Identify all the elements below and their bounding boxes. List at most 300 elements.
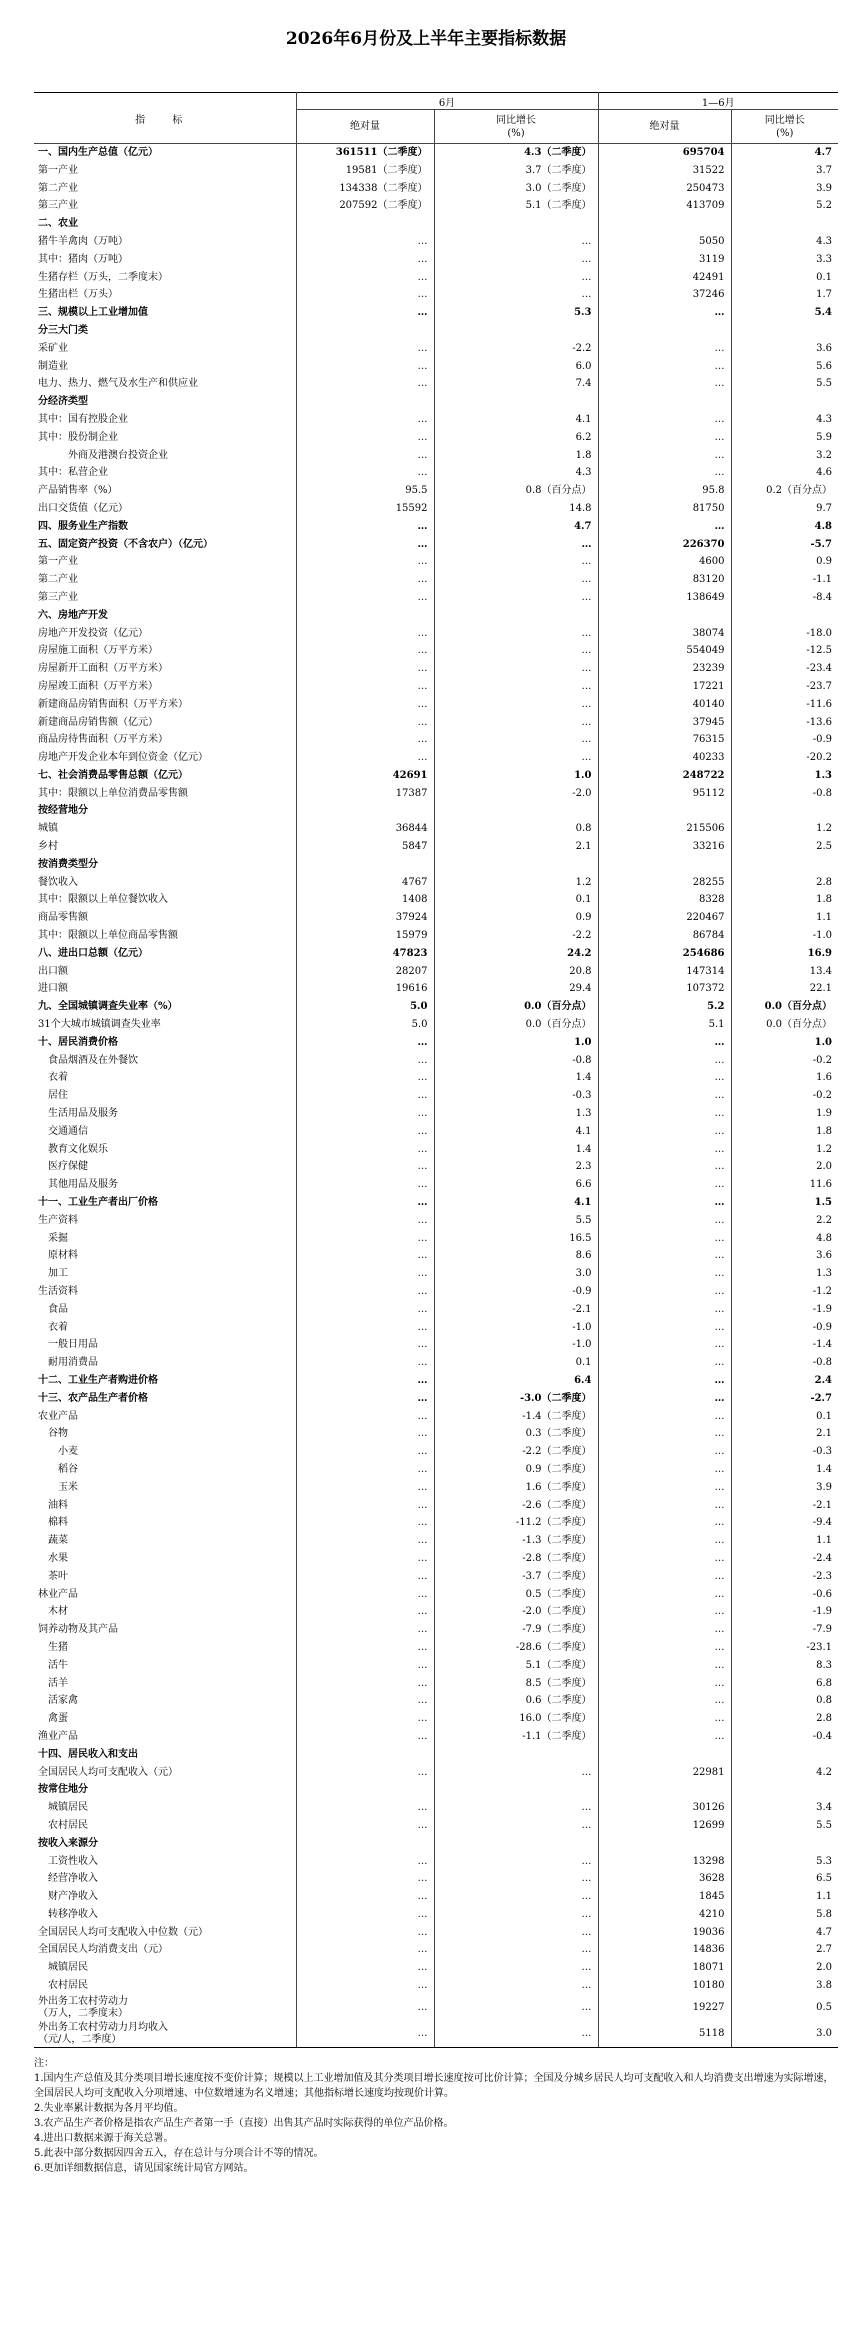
month-yoy: -1.4（二季度） bbox=[434, 1408, 598, 1426]
half-abs: … bbox=[598, 1247, 731, 1265]
header-month: 6月 bbox=[296, 93, 598, 110]
half-abs: … bbox=[598, 1621, 731, 1639]
row-label: 分经济类型 bbox=[34, 393, 296, 411]
table-row bbox=[34, 322, 838, 340]
month-abs: 4767 bbox=[296, 874, 434, 892]
half-abs bbox=[598, 607, 731, 625]
table-row bbox=[34, 1586, 838, 1604]
table-row bbox=[34, 233, 838, 251]
month-abs: … bbox=[296, 340, 434, 358]
month-abs: … bbox=[296, 1265, 434, 1283]
half-abs: 31522 bbox=[598, 162, 731, 180]
row-label: 活羊 bbox=[34, 1675, 296, 1693]
footnote: 6.更加详细数据信息，请见国家统计局官方网站。 bbox=[34, 2162, 254, 2174]
month-abs: 1408 bbox=[296, 891, 434, 909]
row-label: 稻谷 bbox=[34, 1461, 296, 1479]
half-abs: 86784 bbox=[598, 927, 731, 945]
row-label: 其中：国有控股企业 bbox=[34, 411, 296, 429]
half-abs: … bbox=[598, 1639, 731, 1657]
table-row bbox=[34, 1924, 838, 1942]
month-abs bbox=[296, 215, 434, 233]
row-label: 医疗保健 bbox=[34, 1158, 296, 1176]
month-yoy: 1.6（二季度） bbox=[434, 1479, 598, 1497]
half-yoy: 5.5 bbox=[816, 1819, 833, 1831]
month-abs: … bbox=[296, 1995, 434, 2021]
month-yoy: 5.5 bbox=[434, 1212, 598, 1230]
half-yoy: 0.1 bbox=[816, 1410, 833, 1422]
half-yoy: -7.9 bbox=[812, 1624, 833, 1636]
month-yoy: 0.0（百分点） bbox=[434, 998, 598, 1016]
month-yoy: 0.6（二季度） bbox=[434, 1692, 598, 1710]
table-row bbox=[34, 1497, 838, 1515]
table-row bbox=[34, 607, 838, 625]
table-row bbox=[34, 1941, 838, 1959]
row-label: 饲养动物及其产品 bbox=[34, 1621, 296, 1639]
half-abs: … bbox=[598, 1657, 731, 1675]
half-abs: … bbox=[598, 1319, 731, 1337]
half-yoy: 4.3 bbox=[816, 413, 833, 425]
row-label: 农村居民 bbox=[34, 1977, 296, 1995]
header-month-yoy: 同比增长 (%) bbox=[434, 110, 598, 144]
half-abs: 33216 bbox=[598, 838, 731, 856]
half-yoy: -23.7 bbox=[806, 680, 833, 692]
row-label: 分三大门类 bbox=[34, 322, 296, 340]
half-yoy: -5.7 bbox=[810, 538, 833, 550]
month-abs: … bbox=[296, 1034, 434, 1052]
half-abs bbox=[598, 802, 731, 820]
table-row bbox=[34, 1212, 838, 1230]
month-abs: … bbox=[296, 625, 434, 643]
half-yoy: 1.9 bbox=[816, 1108, 833, 1120]
half-yoy: 0.5 bbox=[816, 2001, 833, 2013]
row-label: 加工 bbox=[34, 1265, 296, 1283]
month-yoy: … bbox=[434, 1799, 598, 1817]
month-abs bbox=[296, 322, 434, 340]
half-abs: … bbox=[598, 1497, 731, 1515]
month-yoy: … bbox=[434, 660, 598, 678]
half-yoy: -2.4 bbox=[812, 1552, 833, 1564]
table-row bbox=[34, 2021, 838, 2048]
half-abs: … bbox=[598, 340, 731, 358]
row-label: 衣着 bbox=[34, 1319, 296, 1337]
half-abs: … bbox=[598, 411, 731, 429]
table-row bbox=[34, 1995, 838, 2021]
row-label: 交通通信 bbox=[34, 1123, 296, 1141]
month-yoy: -2.2（二季度） bbox=[434, 1443, 598, 1461]
row-label: 房屋施工面积（万平方米） bbox=[34, 642, 296, 660]
row-label: 三、规模以上工业增加值 bbox=[34, 304, 296, 322]
table-row bbox=[34, 1069, 838, 1087]
month-yoy: -0.8 bbox=[434, 1052, 598, 1070]
month-abs: 5.0 bbox=[296, 998, 434, 1016]
half-abs: 4600 bbox=[598, 553, 731, 571]
month-yoy: 1.0 bbox=[434, 767, 598, 785]
half-yoy: 1.1 bbox=[816, 912, 833, 924]
table-row bbox=[34, 1870, 838, 1888]
month-yoy: -28.6（二季度） bbox=[434, 1639, 598, 1657]
half-yoy: 1.8 bbox=[816, 894, 833, 906]
month-abs: … bbox=[296, 678, 434, 696]
half-abs: 14836 bbox=[598, 1941, 731, 1959]
half-abs: 3628 bbox=[598, 1870, 731, 1888]
row-label: 其中：私营企业 bbox=[34, 464, 296, 482]
month-yoy bbox=[434, 1746, 598, 1764]
table-row bbox=[34, 1158, 838, 1176]
month-yoy: -2.8（二季度） bbox=[434, 1550, 598, 1568]
month-yoy: … bbox=[434, 589, 598, 607]
month-yoy: … bbox=[434, 1888, 598, 1906]
table-row bbox=[34, 536, 838, 554]
month-yoy: -2.0（二季度） bbox=[434, 1603, 598, 1621]
half-abs: … bbox=[598, 1265, 731, 1283]
half-abs: 28255 bbox=[598, 874, 731, 892]
table-row bbox=[34, 1532, 838, 1550]
month-abs: … bbox=[296, 1443, 434, 1461]
half-abs: … bbox=[598, 464, 731, 482]
month-yoy: … bbox=[434, 625, 598, 643]
half-yoy: 2.0 bbox=[816, 1962, 833, 1974]
half-abs: 95.8 bbox=[598, 482, 731, 500]
month-yoy: … bbox=[434, 749, 598, 767]
month-yoy: … bbox=[434, 678, 598, 696]
month-abs: … bbox=[296, 1425, 434, 1443]
row-label: 制造业 bbox=[34, 358, 296, 376]
row-label: 二、农业 bbox=[34, 215, 296, 233]
half-yoy: 4.8 bbox=[816, 1232, 833, 1244]
row-label: 房屋新开工面积（万平方米） bbox=[34, 660, 296, 678]
table-row bbox=[34, 375, 838, 393]
half-abs: 220467 bbox=[598, 909, 731, 927]
footnote: 1.国内生产总值及其分类项目增长速度按不变价计算；规模以上工业增加值及其分类项目增长速度按可比价计算；全国及分城乡居民人均可支配收入和人均消费支出增速为实际增速，全国居民人均可支配收入分项增速、中位数增速为名义增速；其他指标增长速度均按现价计算。 bbox=[34, 2072, 834, 2099]
table-row bbox=[34, 358, 838, 376]
table-row bbox=[34, 856, 838, 874]
month-abs: … bbox=[296, 1657, 434, 1675]
half-abs: 37246 bbox=[598, 286, 731, 304]
month-yoy: … bbox=[434, 1995, 598, 2021]
half-abs: 18071 bbox=[598, 1959, 731, 1977]
half-yoy: 13.4 bbox=[809, 965, 833, 977]
month-yoy: 4.3（二季度） bbox=[434, 144, 598, 162]
half-yoy: -2.3 bbox=[812, 1570, 833, 1582]
half-yoy: 3.4 bbox=[816, 1802, 833, 1814]
table-row bbox=[34, 269, 838, 287]
row-label: 第三产业 bbox=[34, 197, 296, 215]
half-yoy: -1.1 bbox=[812, 574, 833, 586]
month-yoy bbox=[434, 322, 598, 340]
half-yoy: 5.9 bbox=[816, 431, 833, 443]
month-yoy: 0.3（二季度） bbox=[434, 1425, 598, 1443]
row-label: 其中：限额以上单位餐饮收入 bbox=[34, 891, 296, 909]
month-yoy: -2.2 bbox=[434, 927, 598, 945]
half-abs: … bbox=[598, 1176, 731, 1194]
row-label: 衣着 bbox=[34, 1069, 296, 1087]
row-label: 进口额 bbox=[34, 980, 296, 998]
row-label: 新建商品房销售面积（万平方米） bbox=[34, 696, 296, 714]
month-yoy: … bbox=[434, 571, 598, 589]
half-yoy: -0.8 bbox=[812, 787, 833, 799]
table-row bbox=[34, 1087, 838, 1105]
half-yoy: -0.2 bbox=[812, 1054, 833, 1066]
half-yoy: 16.9 bbox=[807, 947, 833, 959]
half-yoy: 4.8 bbox=[814, 520, 833, 532]
half-yoy: 3.9 bbox=[816, 182, 833, 194]
month-yoy: -1.0 bbox=[434, 1319, 598, 1337]
month-yoy: … bbox=[434, 1924, 598, 1942]
half-yoy: 2.1 bbox=[816, 1428, 833, 1440]
month-yoy: -2.2 bbox=[434, 340, 598, 358]
half-yoy bbox=[731, 1746, 838, 1764]
half-yoy: 3.0 bbox=[731, 2021, 838, 2048]
table-row bbox=[34, 1408, 838, 1426]
half-abs: 5050 bbox=[598, 233, 731, 251]
half-abs: 81750 bbox=[598, 500, 731, 518]
month-yoy: -2.1 bbox=[434, 1301, 598, 1319]
month-abs: … bbox=[296, 1906, 434, 1924]
month-yoy: 0.5（二季度） bbox=[434, 1586, 598, 1604]
table-row bbox=[34, 1016, 838, 1034]
half-yoy: 5.2 bbox=[816, 200, 833, 212]
month-yoy: -0.3 bbox=[434, 1087, 598, 1105]
half-yoy: -0.9 bbox=[812, 1321, 833, 1333]
half-abs: … bbox=[598, 304, 731, 322]
table-row bbox=[34, 1550, 838, 1568]
month-yoy bbox=[434, 1781, 598, 1799]
row-label: 七、社会消费品零售总额（亿元） bbox=[34, 767, 296, 785]
half-yoy: -1.9 bbox=[812, 1303, 833, 1315]
half-abs: … bbox=[598, 1568, 731, 1586]
table-row bbox=[34, 1746, 838, 1764]
half-abs: … bbox=[598, 1603, 731, 1621]
month-abs: … bbox=[296, 1390, 434, 1408]
half-abs: … bbox=[598, 1675, 731, 1693]
table-row bbox=[34, 144, 838, 162]
half-abs: … bbox=[598, 1158, 731, 1176]
month-yoy bbox=[434, 802, 598, 820]
half-yoy: 1.1 bbox=[816, 1891, 833, 1903]
row-label: 房地产开发企业本年到位资金（亿元） bbox=[34, 749, 296, 767]
month-abs: … bbox=[296, 464, 434, 482]
half-abs: … bbox=[598, 1514, 731, 1532]
month-abs: 17387 bbox=[296, 785, 434, 803]
row-label: 电力、热力、燃气及水生产和供应业 bbox=[34, 375, 296, 393]
month-abs: … bbox=[296, 1532, 434, 1550]
month-abs: … bbox=[296, 1087, 434, 1105]
row-label: 外商及港澳台投资企业 bbox=[34, 447, 296, 465]
half-abs: … bbox=[598, 1087, 731, 1105]
month-yoy: -3.7（二季度） bbox=[434, 1568, 598, 1586]
row-label: 茶叶 bbox=[34, 1568, 296, 1586]
table-row bbox=[34, 1230, 838, 1248]
half-yoy: -0.6 bbox=[812, 1588, 833, 1600]
half-abs: … bbox=[598, 1408, 731, 1426]
table-row bbox=[34, 1105, 838, 1123]
half-yoy: 2.5 bbox=[816, 841, 833, 853]
half-yoy: -1.2 bbox=[812, 1286, 833, 1297]
half-yoy: 4.3 bbox=[816, 235, 833, 247]
month-abs: … bbox=[296, 1941, 434, 1959]
row-label: 第一产业 bbox=[34, 162, 296, 180]
month-abs: … bbox=[296, 375, 434, 393]
row-label: 生猪存栏（万头，二季度末） bbox=[34, 269, 296, 287]
table-row bbox=[34, 696, 838, 714]
table-row bbox=[34, 1888, 838, 1906]
month-abs: … bbox=[296, 1194, 434, 1212]
half-yoy: -23.4 bbox=[806, 663, 833, 675]
table-row bbox=[34, 1781, 838, 1799]
half-yoy: 1.8 bbox=[816, 1125, 833, 1137]
table-row bbox=[34, 980, 838, 998]
row-label: 居住 bbox=[34, 1087, 296, 1105]
half-abs: … bbox=[598, 1692, 731, 1710]
table-row bbox=[34, 749, 838, 767]
half-yoy bbox=[731, 607, 838, 625]
row-label: 油料 bbox=[34, 1497, 296, 1515]
month-abs: … bbox=[296, 749, 434, 767]
table-row bbox=[34, 1621, 838, 1639]
half-yoy: 1.4 bbox=[816, 1463, 833, 1475]
row-label: 按消费类型分 bbox=[34, 856, 296, 874]
half-yoy: 2.8 bbox=[816, 876, 833, 888]
month-abs: … bbox=[296, 1764, 434, 1782]
half-abs bbox=[598, 322, 731, 340]
month-abs: … bbox=[296, 1176, 434, 1194]
half-abs bbox=[598, 1835, 731, 1853]
half-abs: 83120 bbox=[598, 571, 731, 589]
table-row bbox=[34, 1319, 838, 1337]
month-yoy: … bbox=[434, 714, 598, 732]
month-yoy: … bbox=[434, 1977, 598, 1995]
table-row bbox=[34, 1425, 838, 1443]
row-label: 猪牛羊禽肉（万吨） bbox=[34, 233, 296, 251]
half-yoy: 4.7 bbox=[816, 1926, 833, 1938]
month-abs: 15979 bbox=[296, 927, 434, 945]
month-abs: … bbox=[296, 1408, 434, 1426]
half-yoy: -0.2 bbox=[812, 1090, 833, 1102]
half-yoy bbox=[731, 802, 838, 820]
table-row bbox=[34, 874, 838, 892]
month-yoy: 0.8（百分点） bbox=[434, 482, 598, 500]
row-label: 农村居民 bbox=[34, 1817, 296, 1835]
month-yoy: 1.8 bbox=[434, 447, 598, 465]
month-abs: … bbox=[296, 1372, 434, 1390]
month-yoy: 8.5（二季度） bbox=[434, 1675, 598, 1693]
row-label: 城镇 bbox=[34, 820, 296, 838]
half-abs: … bbox=[598, 1052, 731, 1070]
month-yoy: … bbox=[434, 286, 598, 304]
half-yoy: -13.6 bbox=[806, 716, 833, 728]
half-abs: 248722 bbox=[598, 767, 731, 785]
month-abs: … bbox=[296, 1247, 434, 1265]
table-row bbox=[34, 1657, 838, 1675]
table-row bbox=[34, 340, 838, 358]
row-label: 耐用消费品 bbox=[34, 1354, 296, 1372]
table-row bbox=[34, 1141, 838, 1159]
half-yoy: 5.5 bbox=[816, 378, 833, 390]
row-label: 一般日用品 bbox=[34, 1336, 296, 1354]
half-abs: 3119 bbox=[598, 251, 731, 269]
month-yoy: 2.3 bbox=[434, 1158, 598, 1176]
half-abs: 8328 bbox=[598, 891, 731, 909]
row-label: 教育文化娱乐 bbox=[34, 1141, 296, 1159]
month-abs: … bbox=[296, 286, 434, 304]
month-yoy: 1.4 bbox=[434, 1141, 598, 1159]
month-abs: … bbox=[296, 1853, 434, 1871]
row-label: 按经营地分 bbox=[34, 802, 296, 820]
table-row bbox=[34, 1568, 838, 1586]
month-abs: … bbox=[296, 1639, 434, 1657]
row-label: 财产净收入 bbox=[34, 1888, 296, 1906]
month-abs: … bbox=[296, 518, 434, 536]
month-abs: … bbox=[296, 660, 434, 678]
month-abs: 36844 bbox=[296, 820, 434, 838]
half-yoy: 6.5 bbox=[816, 1873, 833, 1885]
half-abs: 19036 bbox=[598, 1924, 731, 1942]
row-label: 外出务工农村劳动力 （万人，二季度末） bbox=[34, 1995, 296, 2021]
header-half-abs: 绝对量 bbox=[598, 110, 731, 144]
month-abs: … bbox=[296, 1052, 434, 1070]
table-body bbox=[34, 144, 838, 2048]
month-yoy: 29.4 bbox=[434, 980, 598, 998]
half-yoy: 2.4 bbox=[814, 1374, 833, 1386]
half-yoy: -12.5 bbox=[806, 645, 833, 657]
month-yoy: … bbox=[434, 1870, 598, 1888]
row-label: 新建商品房销售额（亿元） bbox=[34, 714, 296, 732]
month-abs: … bbox=[296, 1123, 434, 1141]
half-abs bbox=[598, 215, 731, 233]
half-abs: … bbox=[598, 1354, 731, 1372]
row-label: 转移净收入 bbox=[34, 1906, 296, 1924]
half-abs: 695704 bbox=[598, 144, 731, 162]
row-label: 四、服务业生产指数 bbox=[34, 518, 296, 536]
month-abs: … bbox=[296, 1817, 434, 1835]
half-yoy bbox=[731, 1835, 838, 1853]
month-abs: … bbox=[296, 553, 434, 571]
month-yoy: 5.1（二季度） bbox=[434, 197, 598, 215]
table-row bbox=[34, 482, 838, 500]
half-abs: 147314 bbox=[598, 963, 731, 981]
row-label: 全国居民人均可支配收入中位数（元） bbox=[34, 1924, 296, 1942]
month-abs: … bbox=[296, 233, 434, 251]
half-yoy: -18.0 bbox=[806, 627, 833, 639]
month-yoy: 4.7 bbox=[434, 518, 598, 536]
month-abs: … bbox=[296, 1461, 434, 1479]
table-row bbox=[34, 963, 838, 981]
month-abs: … bbox=[296, 269, 434, 287]
row-label: 第三产业 bbox=[34, 589, 296, 607]
month-abs: … bbox=[296, 1283, 434, 1301]
footnote: 5.此表中部分数据因四舍五入，存在总计与分项合计不等的情况。 bbox=[34, 2147, 324, 2159]
row-label: 十一、工业生产者出厂价格 bbox=[34, 1194, 296, 1212]
half-abs: 10180 bbox=[598, 1977, 731, 1995]
month-yoy: -7.9（二季度） bbox=[434, 1621, 598, 1639]
row-label: 外出务工农村劳动力月均收入 （元/人，二季度） bbox=[34, 2021, 296, 2048]
half-yoy: -2.1 bbox=[812, 1499, 833, 1511]
month-abs: … bbox=[296, 1141, 434, 1159]
half-abs: 554049 bbox=[598, 642, 731, 660]
month-yoy: 5.1（二季度） bbox=[434, 1657, 598, 1675]
header-indicator: 指 标 bbox=[34, 93, 296, 144]
half-abs: … bbox=[598, 1728, 731, 1746]
table-row bbox=[34, 1443, 838, 1461]
row-label: 活牛 bbox=[34, 1657, 296, 1675]
half-abs: 37945 bbox=[598, 714, 731, 732]
footnote: 2.失业率累计数据为各月平均值。 bbox=[34, 2102, 184, 2114]
month-yoy: … bbox=[434, 696, 598, 714]
month-yoy: 6.4 bbox=[434, 1372, 598, 1390]
table-row bbox=[34, 553, 838, 571]
row-label: 八、进出口总额（亿元） bbox=[34, 945, 296, 963]
half-yoy: 0.2（百分点） bbox=[766, 485, 833, 497]
